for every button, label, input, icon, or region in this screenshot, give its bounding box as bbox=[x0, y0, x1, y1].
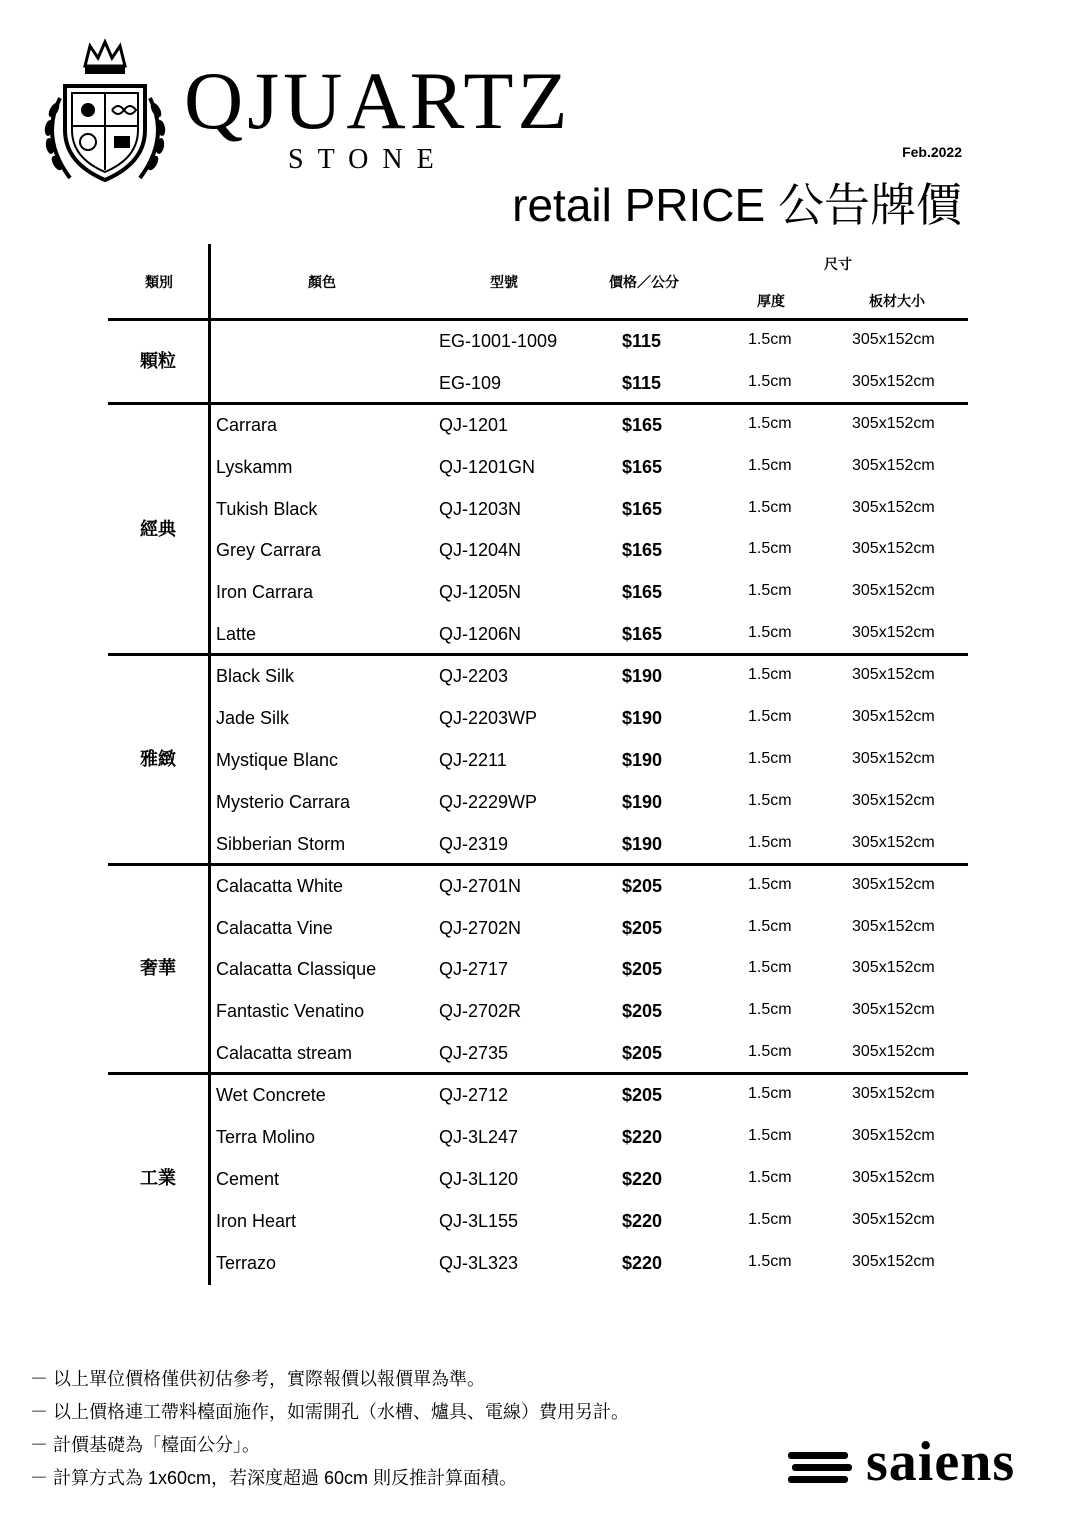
note-item: － 計算方式為 1x60cm，若深度超過 60cm 則反推計算面積。 bbox=[30, 1468, 518, 1488]
group-divider bbox=[108, 318, 968, 321]
thickness-cell: 1.5cm bbox=[748, 666, 792, 684]
model-cell: QJ-1205N bbox=[439, 582, 522, 603]
price-cell: $190 bbox=[622, 791, 663, 812]
group-divider bbox=[108, 402, 968, 405]
group-divider bbox=[108, 653, 968, 656]
slab-size-cell: 305x152cm bbox=[852, 791, 935, 809]
header-category: 類別 bbox=[145, 274, 173, 290]
price-cell: $190 bbox=[622, 833, 663, 854]
price-cell: $205 bbox=[622, 917, 663, 938]
color-cell: Jade Silk bbox=[216, 708, 290, 729]
color-cell: Mystique Blanc bbox=[216, 749, 339, 770]
price-cell: $220 bbox=[622, 1252, 663, 1273]
notes bbox=[30, 1363, 629, 1495]
category-label: 奢華 bbox=[140, 958, 176, 979]
model-cell: QJ-2203 bbox=[439, 666, 509, 687]
header-slab-size: 板材大小 bbox=[869, 293, 925, 309]
color-cell: Tukish Black bbox=[216, 498, 318, 519]
color-cell: Carrara bbox=[216, 414, 278, 435]
thickness-cell: 1.5cm bbox=[748, 749, 792, 767]
crest-logo bbox=[30, 38, 180, 188]
slab-size-cell: 305x152cm bbox=[852, 456, 935, 474]
note-item: － 以上價格連工帶料檯面施作，如需開孔（水槽、爐具、電線）費用另計。 bbox=[30, 1402, 629, 1422]
color-cell: Black Silk bbox=[216, 666, 295, 687]
color-cell: Calacatta Vine bbox=[216, 917, 333, 938]
price-cell: $165 bbox=[622, 624, 663, 645]
thickness-cell: 1.5cm bbox=[748, 540, 792, 558]
model-cell: QJ-1203N bbox=[439, 498, 522, 519]
slab-size-cell: 305x152cm bbox=[852, 582, 935, 600]
model-cell: QJ-3L323 bbox=[439, 1252, 519, 1273]
model-cell: EG-109 bbox=[439, 372, 502, 393]
model-cell: QJ-2211 bbox=[439, 749, 507, 770]
brand-name: QJUARTZ bbox=[184, 55, 572, 146]
model-cell: QJ-2701N bbox=[439, 875, 522, 896]
header-model: 型號 bbox=[490, 274, 518, 290]
thickness-cell: 1.5cm bbox=[748, 1001, 792, 1019]
thickness-cell: 1.5cm bbox=[748, 1127, 792, 1145]
model-cell: QJ-2229WP bbox=[439, 791, 538, 812]
color-cell: Calacatta stream bbox=[216, 1043, 353, 1064]
color-cell: Mysterio Carrara bbox=[216, 791, 351, 812]
header-size-group: 尺寸 bbox=[824, 256, 852, 272]
model-cell: QJ-1201 bbox=[439, 414, 509, 435]
price-cell: $165 bbox=[622, 540, 663, 561]
thickness-cell: 1.5cm bbox=[748, 1210, 792, 1228]
price-cell: $165 bbox=[622, 498, 663, 519]
thickness-cell: 1.5cm bbox=[748, 1043, 792, 1061]
price-cell: $190 bbox=[622, 749, 663, 770]
model-cell: QJ-3L247 bbox=[439, 1127, 519, 1148]
slab-size-cell: 305x152cm bbox=[852, 1001, 935, 1019]
thickness-cell: 1.5cm bbox=[748, 791, 792, 809]
group-divider bbox=[108, 1072, 968, 1075]
slab-size-cell: 305x152cm bbox=[852, 1252, 935, 1270]
model-cell: QJ-2702N bbox=[439, 917, 522, 938]
header-thickness: 厚度 bbox=[757, 293, 785, 309]
thickness-cell: 1.5cm bbox=[748, 582, 792, 600]
color-cell: Calacatta White bbox=[216, 875, 344, 896]
thickness-cell: 1.5cm bbox=[748, 330, 792, 348]
slab-size-cell: 305x152cm bbox=[852, 414, 935, 432]
color-cell: Terra Molino bbox=[216, 1127, 316, 1148]
color-cell: Cement bbox=[216, 1168, 280, 1189]
model-cell: QJ-1204N bbox=[439, 540, 522, 561]
slab-size-cell: 305x152cm bbox=[852, 959, 935, 977]
model-cell: EG-1001-1009 bbox=[439, 330, 558, 351]
price-cell: $165 bbox=[622, 414, 663, 435]
category-label: 顆粒 bbox=[140, 350, 176, 371]
thickness-cell: 1.5cm bbox=[748, 498, 792, 516]
slab-size-cell: 305x152cm bbox=[852, 875, 935, 893]
model-cell: QJ-1206N bbox=[439, 624, 522, 645]
thickness-cell: 1.5cm bbox=[748, 959, 792, 977]
model-cell: QJ-2319 bbox=[439, 833, 509, 854]
color-cell: Lyskamm bbox=[216, 456, 293, 477]
thickness-cell: 1.5cm bbox=[748, 708, 792, 726]
price-cell: $205 bbox=[622, 1085, 663, 1106]
model-cell: QJ-2735 bbox=[439, 1043, 509, 1064]
thickness-cell: 1.5cm bbox=[748, 833, 792, 851]
saiens-logo-text: saiens bbox=[866, 1431, 1016, 1493]
category-label: 雅緻 bbox=[140, 748, 176, 769]
thickness-cell: 1.5cm bbox=[748, 372, 792, 390]
slab-size-cell: 305x152cm bbox=[852, 917, 935, 935]
thickness-cell: 1.5cm bbox=[748, 414, 792, 432]
group-divider bbox=[108, 863, 968, 866]
price-cell: $165 bbox=[622, 456, 663, 477]
price-cell: $165 bbox=[622, 582, 663, 603]
thickness-cell: 1.5cm bbox=[748, 917, 792, 935]
category-label: 經典 bbox=[140, 518, 176, 539]
price-cell: $205 bbox=[622, 1001, 663, 1022]
color-cell: Fantastic Venatino bbox=[216, 1001, 365, 1022]
price-cell: $115 bbox=[622, 330, 662, 351]
thickness-cell: 1.5cm bbox=[748, 1252, 792, 1270]
note-item: － 計價基礎為「檯面公分」。 bbox=[30, 1435, 260, 1455]
brand-subtitle: STONE bbox=[288, 144, 448, 175]
price-date: Feb.2022 bbox=[902, 144, 962, 160]
price-cell: $190 bbox=[622, 666, 663, 687]
model-cell: QJ-2712 bbox=[439, 1085, 509, 1106]
thickness-cell: 1.5cm bbox=[748, 456, 792, 474]
price-cell: $190 bbox=[622, 708, 663, 729]
color-cell: Calacatta Classique bbox=[216, 959, 377, 980]
note-item: － 以上單位價格僅供初估參考，實際報價以報價單為準。 bbox=[30, 1369, 485, 1389]
model-cell: QJ-2203WP bbox=[439, 708, 538, 729]
price-cell: $220 bbox=[622, 1210, 663, 1231]
page-title: retail PRICE 公告牌價 bbox=[512, 179, 962, 231]
thickness-cell: 1.5cm bbox=[748, 875, 792, 893]
thickness-cell: 1.5cm bbox=[748, 1168, 792, 1186]
slab-size-cell: 305x152cm bbox=[852, 540, 935, 558]
slab-size-cell: 305x152cm bbox=[852, 498, 935, 516]
slab-size-cell: 305x152cm bbox=[852, 372, 935, 390]
slab-size-cell: 305x152cm bbox=[852, 330, 935, 348]
color-cell: Iron Carrara bbox=[216, 582, 314, 603]
color-cell: Terrazo bbox=[216, 1252, 277, 1273]
slab-size-cell: 305x152cm bbox=[852, 624, 935, 642]
slab-size-cell: 305x152cm bbox=[852, 1085, 935, 1103]
color-cell: Sibberian Storm bbox=[216, 833, 346, 854]
slab-size-cell: 305x152cm bbox=[852, 1127, 935, 1145]
color-cell: Wet Concrete bbox=[216, 1085, 326, 1106]
price-cell: $115 bbox=[622, 372, 662, 393]
price-cell: $220 bbox=[622, 1168, 663, 1189]
category-label: 工業 bbox=[140, 1167, 176, 1188]
slab-size-cell: 305x152cm bbox=[852, 708, 935, 726]
price-cell: $220 bbox=[622, 1127, 663, 1148]
slab-size-cell: 305x152cm bbox=[852, 1210, 935, 1228]
price-cell: $205 bbox=[622, 1043, 663, 1064]
saiens-logo-icon bbox=[788, 1450, 854, 1486]
thickness-cell: 1.5cm bbox=[748, 624, 792, 642]
slab-size-cell: 305x152cm bbox=[852, 666, 935, 684]
model-cell: QJ-1201GN bbox=[439, 456, 536, 477]
color-cell: Iron Heart bbox=[216, 1210, 297, 1231]
model-cell: QJ-3L120 bbox=[439, 1168, 519, 1189]
model-cell: QJ-2702R bbox=[439, 1001, 522, 1022]
column-divider bbox=[208, 244, 211, 1285]
slab-size-cell: 305x152cm bbox=[852, 833, 935, 851]
price-cell: $205 bbox=[622, 875, 663, 896]
slab-size-cell: 305x152cm bbox=[852, 1043, 935, 1061]
price-cell: $205 bbox=[622, 959, 663, 980]
model-cell: QJ-3L155 bbox=[439, 1210, 519, 1231]
model-cell: QJ-2717 bbox=[439, 959, 509, 980]
color-cell: Grey Carrara bbox=[216, 540, 322, 561]
thickness-cell: 1.5cm bbox=[748, 1085, 792, 1103]
slab-size-cell: 305x152cm bbox=[852, 1168, 935, 1186]
color-cell: Latte bbox=[216, 624, 257, 645]
header-color: 顏色 bbox=[308, 274, 336, 290]
header-price: 價格／公分 bbox=[609, 274, 679, 290]
slab-size-cell: 305x152cm bbox=[852, 749, 935, 767]
